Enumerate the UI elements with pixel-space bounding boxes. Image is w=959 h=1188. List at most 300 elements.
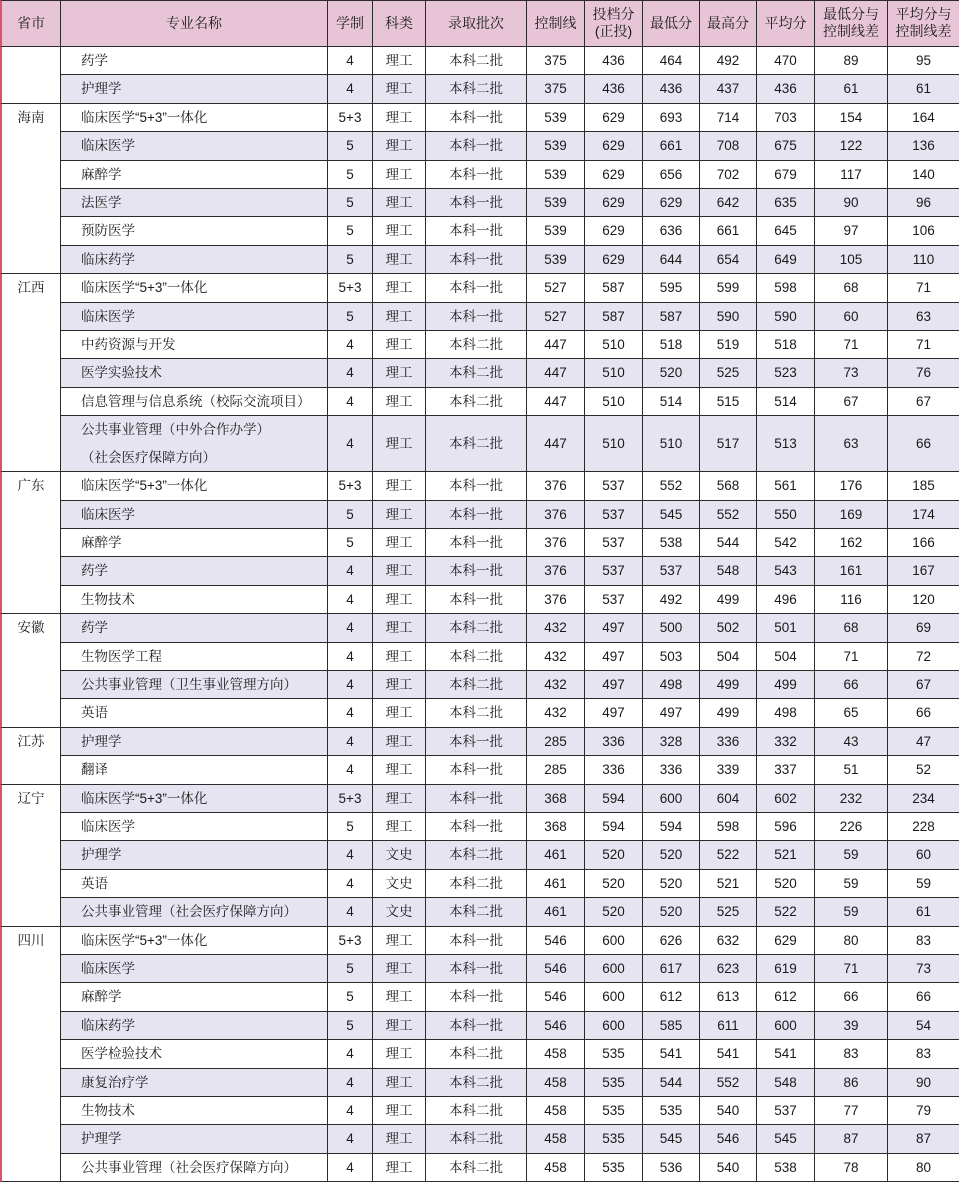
duration-cell: 4: [328, 728, 373, 756]
table-row: [0, 586, 959, 614]
filing-score-cell: 629: [585, 189, 643, 217]
filing-score-cell: 535: [585, 1125, 643, 1153]
major-cell: 医学检验技术: [61, 1040, 328, 1068]
major-cell: 麻醉学: [61, 161, 328, 189]
batch-cell: 本科二批: [426, 47, 527, 75]
duration-cell: 4: [328, 1097, 373, 1125]
duration-cell: 5: [328, 813, 373, 841]
category-cell: 理工: [373, 927, 426, 955]
min-score-cell: 520: [643, 841, 700, 869]
max-score-cell: 599: [700, 274, 757, 302]
max-score-cell: 552: [700, 1069, 757, 1097]
duration-cell: 4: [328, 1069, 373, 1097]
batch-cell: 本科一批: [426, 813, 527, 841]
batch-cell: 本科二批: [426, 614, 527, 642]
filing-score-cell: 629: [585, 217, 643, 245]
major-cell: 护理学: [61, 75, 328, 103]
max-score-cell: 525: [700, 359, 757, 387]
filing-score-cell: 520: [585, 898, 643, 926]
table-row: [0, 388, 959, 416]
control-line-cell: 447: [527, 388, 585, 416]
control-line-cell: 527: [527, 274, 585, 302]
major-cell: 药学: [61, 47, 328, 75]
duration-cell: 4: [328, 331, 373, 359]
control-line-cell: 432: [527, 614, 585, 642]
category-cell: 理工: [373, 813, 426, 841]
avg-score-cell: 596: [757, 813, 815, 841]
min-diff-cell: 122: [815, 132, 888, 160]
filing-score-cell: 594: [585, 813, 643, 841]
filing-score-cell: 336: [585, 728, 643, 756]
table-row: [0, 785, 959, 813]
duration-cell: 4: [328, 388, 373, 416]
max-score-cell: 437: [700, 75, 757, 103]
table-row: [0, 104, 959, 132]
major-cell: 法医学: [61, 189, 328, 217]
avg-diff-cell: 90: [888, 1069, 959, 1097]
min-diff-cell: 61: [815, 75, 888, 103]
control-line-cell: 527: [527, 303, 585, 331]
min-diff-cell: 68: [815, 274, 888, 302]
max-score-cell: 499: [700, 699, 757, 727]
min-score-cell: 541: [643, 1040, 700, 1068]
max-score-cell: 540: [700, 1097, 757, 1125]
duration-cell: 5: [328, 161, 373, 189]
control-line-cell: 375: [527, 75, 585, 103]
filing-score-cell: 600: [585, 955, 643, 983]
batch-cell: 本科二批: [426, 841, 527, 869]
min-score-cell: 518: [643, 331, 700, 359]
filing-score-cell: 600: [585, 927, 643, 955]
batch-cell: 本科一批: [426, 756, 527, 784]
category-cell: 理工: [373, 331, 426, 359]
duration-cell: 4: [328, 416, 373, 472]
avg-diff-cell: 61: [888, 75, 959, 103]
header-category: 科类: [373, 0, 426, 47]
major-cell: 临床医学: [61, 132, 328, 160]
province-cell: 广东: [0, 472, 61, 614]
min-diff-cell: 73: [815, 359, 888, 387]
avg-score-cell: 548: [757, 1069, 815, 1097]
batch-cell: 本科一批: [426, 1012, 527, 1040]
min-score-cell: 514: [643, 388, 700, 416]
batch-cell: 本科一批: [426, 104, 527, 132]
min-score-cell: 537: [643, 557, 700, 585]
avg-score-cell: 498: [757, 699, 815, 727]
table-row: [0, 983, 959, 1011]
avg-diff-cell: 120: [888, 586, 959, 614]
min-diff-cell: 51: [815, 756, 888, 784]
table-row: [0, 614, 959, 642]
table-row: [0, 529, 959, 557]
major-cell: 护理学: [61, 841, 328, 869]
filing-score-cell: 594: [585, 785, 643, 813]
filing-score-cell: 497: [585, 643, 643, 671]
filing-score-cell: 537: [585, 529, 643, 557]
batch-cell: 本科一批: [426, 189, 527, 217]
avg-diff-cell: 95: [888, 47, 959, 75]
major-cell: 生物技术: [61, 586, 328, 614]
avg-diff-cell: 69: [888, 614, 959, 642]
batch-cell: 本科一批: [426, 955, 527, 983]
table-row: [0, 671, 959, 699]
filing-score-cell: 497: [585, 699, 643, 727]
category-cell: 理工: [373, 1012, 426, 1040]
min-score-cell: 492: [643, 586, 700, 614]
table-row: [0, 416, 959, 472]
avg-diff-cell: 67: [888, 388, 959, 416]
duration-cell: 5+3: [328, 104, 373, 132]
avg-score-cell: 602: [757, 785, 815, 813]
batch-cell: 本科一批: [426, 246, 527, 274]
avg-score-cell: 499: [757, 671, 815, 699]
major-cell: 生物医学工程: [61, 643, 328, 671]
control-line-cell: 546: [527, 983, 585, 1011]
avg-score-cell: 541: [757, 1040, 815, 1068]
min-score-cell: 497: [643, 699, 700, 727]
batch-cell: 本科二批: [426, 331, 527, 359]
duration-cell: 4: [328, 756, 373, 784]
avg-diff-cell: 71: [888, 274, 959, 302]
table-row: [0, 557, 959, 585]
table-row: [0, 189, 959, 217]
avg-score-cell: 545: [757, 1125, 815, 1153]
table-row: [0, 1097, 959, 1125]
table-header: [0, 0, 959, 47]
control-line-cell: 458: [527, 1097, 585, 1125]
major-cell: 麻醉学: [61, 529, 328, 557]
control-line-cell: 432: [527, 671, 585, 699]
avg-score-cell: 537: [757, 1097, 815, 1125]
max-score-cell: 544: [700, 529, 757, 557]
avg-score-cell: 550: [757, 501, 815, 529]
major-cell: 临床药学: [61, 246, 328, 274]
batch-cell: 本科二批: [426, 1069, 527, 1097]
table-row: [0, 927, 959, 955]
category-cell: 理工: [373, 671, 426, 699]
control-line-cell: 432: [527, 643, 585, 671]
control-line-cell: 447: [527, 359, 585, 387]
max-score-cell: 623: [700, 955, 757, 983]
max-score-cell: 590: [700, 303, 757, 331]
major-cell: 英语: [61, 870, 328, 898]
min-score-cell: 544: [643, 1069, 700, 1097]
min-score-cell: 600: [643, 785, 700, 813]
min-diff-cell: 68: [815, 614, 888, 642]
control-line-cell: 461: [527, 841, 585, 869]
min-score-cell: 535: [643, 1097, 700, 1125]
table-row: [0, 359, 959, 387]
header-avg-diff: 平均分与 控制线差: [888, 0, 959, 47]
duration-cell: 5+3: [328, 472, 373, 500]
filing-score-cell: 629: [585, 161, 643, 189]
min-diff-cell: 71: [815, 331, 888, 359]
major-cell: 临床医学: [61, 813, 328, 841]
avg-score-cell: 679: [757, 161, 815, 189]
batch-cell: 本科一批: [426, 274, 527, 302]
max-score-cell: 525: [700, 898, 757, 926]
avg-score-cell: 590: [757, 303, 815, 331]
filing-score-cell: 510: [585, 416, 643, 472]
batch-cell: 本科一批: [426, 927, 527, 955]
avg-score-cell: 561: [757, 472, 815, 500]
province-cell: 江西: [0, 274, 61, 472]
avg-diff-cell: 66: [888, 699, 959, 727]
filing-score-cell: 436: [585, 75, 643, 103]
duration-cell: 4: [328, 870, 373, 898]
avg-score-cell: 523: [757, 359, 815, 387]
max-score-cell: 598: [700, 813, 757, 841]
duration-cell: 4: [328, 1040, 373, 1068]
category-cell: 理工: [373, 416, 426, 472]
max-score-cell: 502: [700, 614, 757, 642]
batch-cell: 本科一批: [426, 586, 527, 614]
control-line-cell: 458: [527, 1040, 585, 1068]
category-cell: 理工: [373, 557, 426, 585]
batch-cell: 本科二批: [426, 699, 527, 727]
duration-cell: 5: [328, 501, 373, 529]
avg-diff-cell: 73: [888, 955, 959, 983]
category-cell: 理工: [373, 501, 426, 529]
control-line-cell: 376: [527, 529, 585, 557]
min-diff-cell: 226: [815, 813, 888, 841]
avg-diff-cell: 59: [888, 870, 959, 898]
min-diff-cell: 59: [815, 870, 888, 898]
avg-diff-cell: 164: [888, 104, 959, 132]
min-score-cell: 636: [643, 217, 700, 245]
header-province: 省市: [0, 0, 61, 47]
avg-score-cell: 521: [757, 841, 815, 869]
batch-cell: 本科二批: [426, 416, 527, 472]
header-row: [0, 0, 959, 47]
min-diff-cell: 60: [815, 303, 888, 331]
control-line-cell: 368: [527, 813, 585, 841]
duration-cell: 5+3: [328, 927, 373, 955]
category-cell: 理工: [373, 217, 426, 245]
avg-diff-cell: 61: [888, 898, 959, 926]
min-score-cell: 536: [643, 1154, 700, 1182]
category-cell: 理工: [373, 1069, 426, 1097]
major-cell: 临床药学: [61, 1012, 328, 1040]
table-row: [0, 501, 959, 529]
duration-cell: 5: [328, 303, 373, 331]
filing-score-cell: 510: [585, 359, 643, 387]
batch-cell: 本科一批: [426, 529, 527, 557]
category-cell: 文史: [373, 898, 426, 926]
min-score-cell: 629: [643, 189, 700, 217]
filing-score-cell: 497: [585, 671, 643, 699]
min-diff-cell: 169: [815, 501, 888, 529]
batch-cell: 本科二批: [426, 898, 527, 926]
min-score-cell: 498: [643, 671, 700, 699]
avg-diff-cell: 66: [888, 416, 959, 472]
duration-cell: 5+3: [328, 785, 373, 813]
avg-score-cell: 337: [757, 756, 815, 784]
control-line-cell: 285: [527, 728, 585, 756]
major-cell: 临床医学“5+3”一体化: [61, 104, 328, 132]
avg-score-cell: 619: [757, 955, 815, 983]
avg-diff-cell: 47: [888, 728, 959, 756]
filing-score-cell: 336: [585, 756, 643, 784]
table-row: [0, 813, 959, 841]
control-line-cell: 458: [527, 1069, 585, 1097]
province-cell: [0, 47, 61, 104]
min-diff-cell: 66: [815, 983, 888, 1011]
table-row: [0, 699, 959, 727]
min-score-cell: 328: [643, 728, 700, 756]
major-cell: 公共事业管理（中外合作办学） （社会医疗保障方向）: [61, 416, 328, 472]
batch-cell: 本科二批: [426, 1097, 527, 1125]
filing-score-cell: 535: [585, 1069, 643, 1097]
province-cell: 海南: [0, 104, 61, 274]
avg-diff-cell: 234: [888, 785, 959, 813]
table-row: [0, 1012, 959, 1040]
table-row: [0, 1125, 959, 1153]
table-row: [0, 47, 959, 75]
avg-diff-cell: 167: [888, 557, 959, 585]
avg-score-cell: 542: [757, 529, 815, 557]
min-diff-cell: 162: [815, 529, 888, 557]
min-score-cell: 656: [643, 161, 700, 189]
category-cell: 理工: [373, 161, 426, 189]
duration-cell: 4: [328, 557, 373, 585]
avg-score-cell: 543: [757, 557, 815, 585]
control-line-cell: 546: [527, 955, 585, 983]
max-score-cell: 521: [700, 870, 757, 898]
max-score-cell: 654: [700, 246, 757, 274]
major-cell: 临床医学: [61, 955, 328, 983]
max-score-cell: 568: [700, 472, 757, 500]
table-row: [0, 75, 959, 103]
batch-cell: 本科一批: [426, 217, 527, 245]
max-score-cell: 714: [700, 104, 757, 132]
batch-cell: 本科二批: [426, 1040, 527, 1068]
batch-cell: 本科二批: [426, 870, 527, 898]
duration-cell: 4: [328, 841, 373, 869]
min-diff-cell: 86: [815, 1069, 888, 1097]
max-score-cell: 548: [700, 557, 757, 585]
control-line-cell: 539: [527, 132, 585, 160]
min-diff-cell: 59: [815, 898, 888, 926]
category-cell: 理工: [373, 756, 426, 784]
min-score-cell: 594: [643, 813, 700, 841]
control-line-cell: 376: [527, 472, 585, 500]
avg-diff-cell: 87: [888, 1125, 959, 1153]
min-score-cell: 520: [643, 870, 700, 898]
min-diff-cell: 71: [815, 955, 888, 983]
filing-score-cell: 436: [585, 47, 643, 75]
major-cell: 公共事业管理（社会医疗保障方向）: [61, 1154, 328, 1182]
min-score-cell: 545: [643, 1125, 700, 1153]
category-cell: 理工: [373, 728, 426, 756]
duration-cell: 5: [328, 217, 373, 245]
duration-cell: 4: [328, 1154, 373, 1182]
max-score-cell: 492: [700, 47, 757, 75]
avg-score-cell: 520: [757, 870, 815, 898]
avg-diff-cell: 52: [888, 756, 959, 784]
control-line-cell: 376: [527, 586, 585, 614]
filing-score-cell: 629: [585, 104, 643, 132]
control-line-cell: 432: [527, 699, 585, 727]
duration-cell: 4: [328, 699, 373, 727]
min-score-cell: 503: [643, 643, 700, 671]
table-body: [0, 47, 959, 1182]
max-score-cell: 339: [700, 756, 757, 784]
min-diff-cell: 67: [815, 388, 888, 416]
major-cell: 翻译: [61, 756, 328, 784]
min-score-cell: 612: [643, 983, 700, 1011]
max-score-cell: 336: [700, 728, 757, 756]
table-row: [0, 274, 959, 302]
avg-diff-cell: 83: [888, 927, 959, 955]
table-row: [0, 728, 959, 756]
major-cell: 临床医学“5+3”一体化: [61, 472, 328, 500]
min-score-cell: 464: [643, 47, 700, 75]
max-score-cell: 702: [700, 161, 757, 189]
avg-score-cell: 522: [757, 898, 815, 926]
avg-diff-cell: 140: [888, 161, 959, 189]
batch-cell: 本科一批: [426, 983, 527, 1011]
avg-score-cell: 703: [757, 104, 815, 132]
control-line-cell: 447: [527, 331, 585, 359]
header-max-score: 最高分: [700, 0, 757, 47]
min-score-cell: 545: [643, 501, 700, 529]
avg-score-cell: 612: [757, 983, 815, 1011]
duration-cell: 5: [328, 246, 373, 274]
control-line-cell: 376: [527, 501, 585, 529]
avg-diff-cell: 63: [888, 303, 959, 331]
max-score-cell: 546: [700, 1125, 757, 1153]
min-score-cell: 693: [643, 104, 700, 132]
major-cell: 医学实验技术: [61, 359, 328, 387]
filing-score-cell: 535: [585, 1040, 643, 1068]
min-diff-cell: 117: [815, 161, 888, 189]
filing-score-cell: 510: [585, 388, 643, 416]
duration-cell: 5+3: [328, 274, 373, 302]
duration-cell: 4: [328, 75, 373, 103]
category-cell: 理工: [373, 1154, 426, 1182]
duration-cell: 4: [328, 614, 373, 642]
category-cell: 理工: [373, 47, 426, 75]
duration-cell: 4: [328, 359, 373, 387]
min-score-cell: 500: [643, 614, 700, 642]
category-cell: 理工: [373, 1040, 426, 1068]
batch-cell: 本科二批: [426, 75, 527, 103]
category-cell: 理工: [373, 274, 426, 302]
control-line-cell: 461: [527, 898, 585, 926]
major-cell: 预防医学: [61, 217, 328, 245]
control-line-cell: 285: [527, 756, 585, 784]
header-batch: 录取批次: [426, 0, 527, 47]
avg-diff-cell: 106: [888, 217, 959, 245]
duration-cell: 5: [328, 1012, 373, 1040]
table-row: [0, 132, 959, 160]
major-cell: 护理学: [61, 728, 328, 756]
avg-diff-cell: 67: [888, 671, 959, 699]
min-score-cell: 336: [643, 756, 700, 784]
duration-cell: 5: [328, 132, 373, 160]
min-diff-cell: 63: [815, 416, 888, 472]
avg-diff-cell: 80: [888, 1154, 959, 1182]
batch-cell: 本科二批: [426, 388, 527, 416]
header-min-score: 最低分: [643, 0, 700, 47]
table-row: [0, 161, 959, 189]
avg-score-cell: 504: [757, 643, 815, 671]
major-cell: 公共事业管理（社会医疗保障方向）: [61, 898, 328, 926]
filing-score-cell: 537: [585, 557, 643, 585]
major-cell: 临床医学“5+3”一体化: [61, 785, 328, 813]
control-line-cell: 376: [527, 557, 585, 585]
